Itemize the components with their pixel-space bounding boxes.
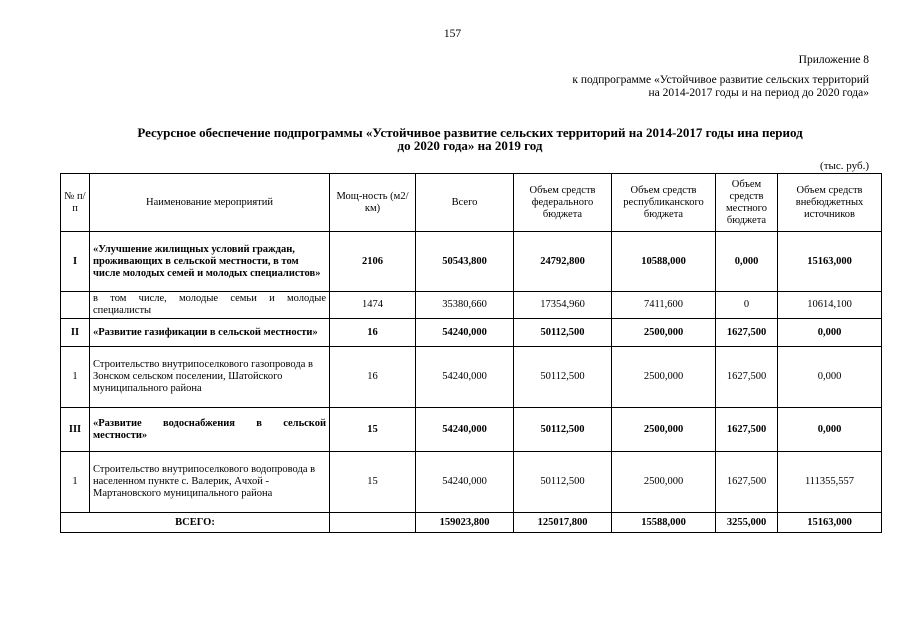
table-row (61, 452, 882, 513)
row-federal: 50112,500 (514, 408, 612, 452)
table-row (61, 408, 882, 452)
row-num: 1 (61, 452, 90, 513)
table-row (61, 292, 882, 319)
header-name: Наименование мероприятий (90, 174, 330, 232)
row-capacity: 1474 (330, 292, 416, 319)
row-local: 1627,500 (716, 319, 778, 347)
document-title-line-2: до 2020 года» на 2019 год (397, 138, 543, 153)
row-capacity: 16 (330, 347, 416, 408)
row-republic: 2500,000 (612, 452, 716, 513)
header-capacity: Мощ-ность (м2/км) (330, 174, 416, 232)
row-local: 1627,500 (716, 408, 778, 452)
appendix-title: Приложение 8 (798, 54, 869, 66)
total-extra: 15163,000 (778, 513, 882, 533)
resource-table (60, 173, 882, 533)
total-local: 3255,000 (716, 513, 778, 533)
row-num (61, 292, 90, 319)
row-federal: 24792,800 (514, 232, 612, 292)
total-row (61, 513, 882, 533)
appendix-subtitle-line-2: на 2014-2017 годы и на период до 2020 года» (648, 87, 869, 99)
row-total: 54240,000 (416, 452, 514, 513)
row-federal: 50112,500 (514, 319, 612, 347)
table-row (61, 347, 882, 408)
row-local: 0 (716, 292, 778, 319)
header-extra: Объем средств внебюджетных источников (778, 174, 882, 232)
row-total: 54240,000 (416, 319, 514, 347)
row-republic: 7411,600 (612, 292, 716, 319)
row-extra: 0,000 (778, 408, 882, 452)
row-num: II (61, 319, 90, 347)
row-name: «Развитие водоснабжения в сельской местности» (90, 408, 330, 452)
row-local: 1627,500 (716, 347, 778, 408)
row-republic: 2500,000 (612, 319, 716, 347)
table-row (61, 232, 882, 292)
row-extra: 15163,000 (778, 232, 882, 292)
total-republic: 15588,000 (612, 513, 716, 533)
document-title-line-1: Ресурсное обеспечение подпрограммы «Устойчивое развитие сельских территорий на 2014-2017 годы ина период (137, 125, 803, 140)
row-name: «Улучшение жилищных условий граждан, проживающих в сельской местности, в том числе молодых семей и молодых специалистов» (90, 232, 330, 292)
row-num: III (61, 408, 90, 452)
units-label: (тыс. руб.) (820, 160, 869, 172)
total-capacity (330, 513, 416, 533)
row-total: 35380,660 (416, 292, 514, 319)
page-number: 157 (443, 28, 462, 40)
row-extra: 111355,557 (778, 452, 882, 513)
table-header-row (61, 174, 882, 232)
row-num: 1 (61, 347, 90, 408)
header-local: Объем средств местного бюджета (716, 174, 778, 232)
row-name: Строительство внутрипоселкового газопровода в Зонском сельском поселении, Шатойского муниципального района (90, 347, 330, 408)
row-local: 1627,500 (716, 452, 778, 513)
row-extra: 0,000 (778, 347, 882, 408)
row-republic: 10588,000 (612, 232, 716, 292)
row-name: в том числе, молодые семьи и молодые специалисты (90, 292, 330, 319)
appendix-subtitle-line-1: к подпрограмме «Устойчивое развитие сельских территорий (572, 74, 869, 86)
appendix-header (572, 54, 869, 100)
row-republic: 2500,000 (612, 347, 716, 408)
row-federal: 50112,500 (514, 452, 612, 513)
header-total: Всего (416, 174, 514, 232)
row-name: «Развитие газификации в сельской местности» (90, 319, 330, 347)
total-label: ВСЕГО: (61, 513, 330, 533)
row-capacity: 2106 (330, 232, 416, 292)
row-capacity: 16 (330, 319, 416, 347)
row-total: 54240,000 (416, 408, 514, 452)
document-title (60, 126, 880, 152)
header-federal: Объем средств федерального бюджета (514, 174, 612, 232)
row-local: 0,000 (716, 232, 778, 292)
row-capacity: 15 (330, 408, 416, 452)
row-federal: 50112,500 (514, 347, 612, 408)
row-extra: 10614,100 (778, 292, 882, 319)
row-total: 50543,800 (416, 232, 514, 292)
row-name: Строительство внутрипоселкового водопровода в населенном пункте с. Валерик, Ачхой - Мартановского муниципального района (90, 452, 330, 513)
total-federal: 125017,800 (514, 513, 612, 533)
row-federal: 17354,960 (514, 292, 612, 319)
row-num: I (61, 232, 90, 292)
row-total: 54240,000 (416, 347, 514, 408)
row-republic: 2500,000 (612, 408, 716, 452)
header-republic: Объем средств республиканского бюджета (612, 174, 716, 232)
row-extra: 0,000 (778, 319, 882, 347)
total-total: 159023,800 (416, 513, 514, 533)
row-capacity: 15 (330, 452, 416, 513)
header-num: № п/п (61, 174, 90, 232)
table-row (61, 319, 882, 347)
